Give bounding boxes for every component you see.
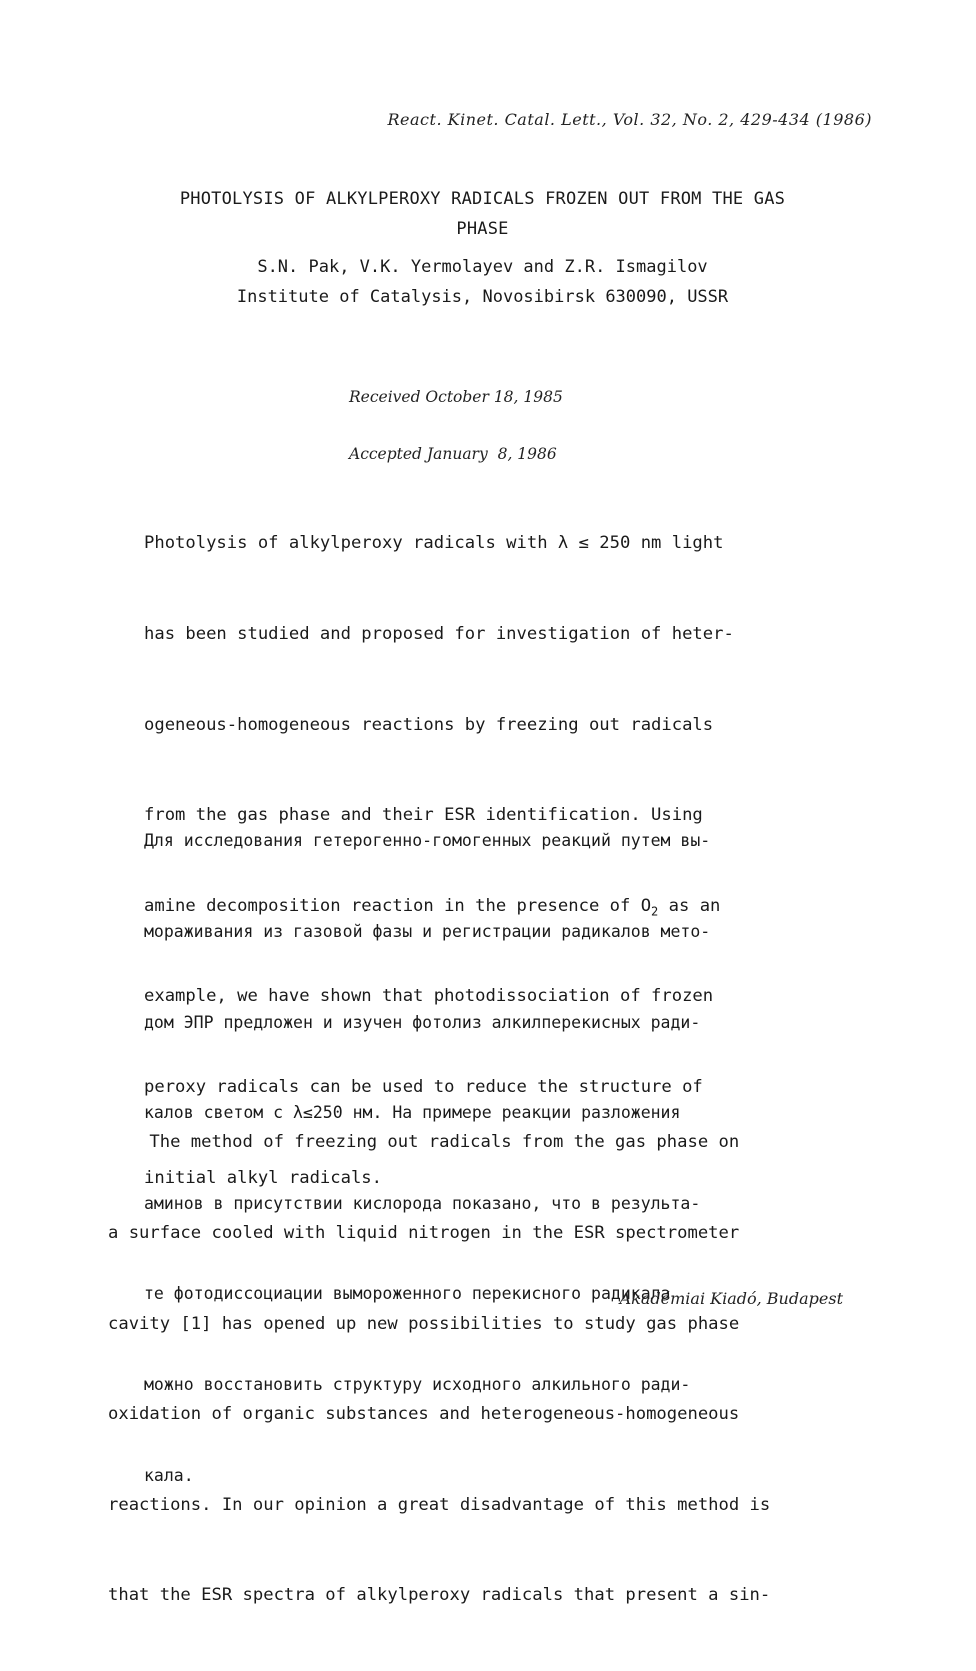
abstract-en-line-tail: as an — [658, 895, 721, 916]
paper-title — [120, 184, 845, 244]
abstract-en-line: has been studied and proposed for investigation of heter- — [144, 624, 734, 645]
title-line-2: PHASE — [456, 219, 509, 239]
body-paragraph — [108, 1067, 770, 1671]
abstract-en-line: from the gas phase and their ESR identification. Using — [144, 805, 703, 826]
abstract-en-line: peroxy radicals can be used to reduce the structure of — [144, 1077, 703, 1098]
body-line: that the ESR spectra of alkylperoxy radicals that present a sin- — [108, 1585, 771, 1606]
abstract-ru-line: калов светом с λ≤250 нм. На примере реакции разложения — [144, 1103, 681, 1123]
author-affiliation: Institute of Catalysis, Novosibirsk 630090, USSR — [236, 287, 729, 307]
abstract-ru-line: дом ЭПР предложен и изучен фотолиз алкилперекисных ради- — [144, 1012, 701, 1032]
author-block — [120, 252, 845, 312]
body-line: oxidation of organic substances and heterogeneous-homogeneous — [108, 1404, 740, 1425]
abstract-ru-line: кала. — [144, 1465, 194, 1485]
abstract-ru-line: мораживания из газовой фазы и регистрации радикалов мето- — [144, 922, 711, 942]
abstract-ru-line: те фотодиссоциации вымороженного перекисного радикала — [144, 1284, 671, 1304]
publisher-footer: Akadémiai Kiadó, Budapest — [619, 1289, 843, 1308]
title-line-1: PHOTOLYSIS OF ALKYLPEROXY RADICALS FROZEN OUT FROM THE GAS — [179, 189, 786, 209]
abstract-en-line: example, we have shown that photodissociation of frozen — [144, 986, 714, 1007]
accepted-date: Accepted January 8, 1986 — [349, 445, 557, 463]
body-line: The method of freezing out radicals from the gas phase on — [108, 1132, 740, 1153]
abstract-en-line-text: amine decomposition reaction in the presence of O — [144, 895, 652, 916]
body-line: reactions. In our opinion a great disadvantage of this method is — [108, 1494, 771, 1515]
body-line: cavity [1] has opened up new possibilities to study gas phase — [108, 1313, 740, 1334]
oxygen-subscript: 2 — [651, 904, 659, 919]
abstract-en-line: ogeneous-homogeneous reactions by freezing out radicals — [144, 714, 714, 735]
abstract-ru-line: можно восстановить структуру исходного алкильного ради- — [144, 1375, 691, 1395]
received-date: Received October 18, 1985 — [349, 388, 563, 406]
journal-reference: React. Kinet. Catal. Lett., Vol. 32, No. 2, 429-434 (1986) — [387, 110, 872, 129]
body-line: a surface cooled with liquid nitrogen in the ESR spectrometer — [108, 1223, 740, 1244]
abstract-ru-line: Для исследования гетерогенно-гомогенных реакций путем вы- — [144, 831, 711, 851]
abstract-en-line: initial alkyl radicals. — [144, 1167, 382, 1188]
author-names: S.N. Pak, V.K. Yermolayev and Z.R. Ismagilov — [257, 257, 708, 277]
abstract-en-line: Photolysis of alkylperoxy radicals with λ ≤ 250 nm light — [144, 533, 724, 554]
abstract-ru-line: аминов в присутствии кислорода показано, что в результа- — [144, 1193, 701, 1213]
